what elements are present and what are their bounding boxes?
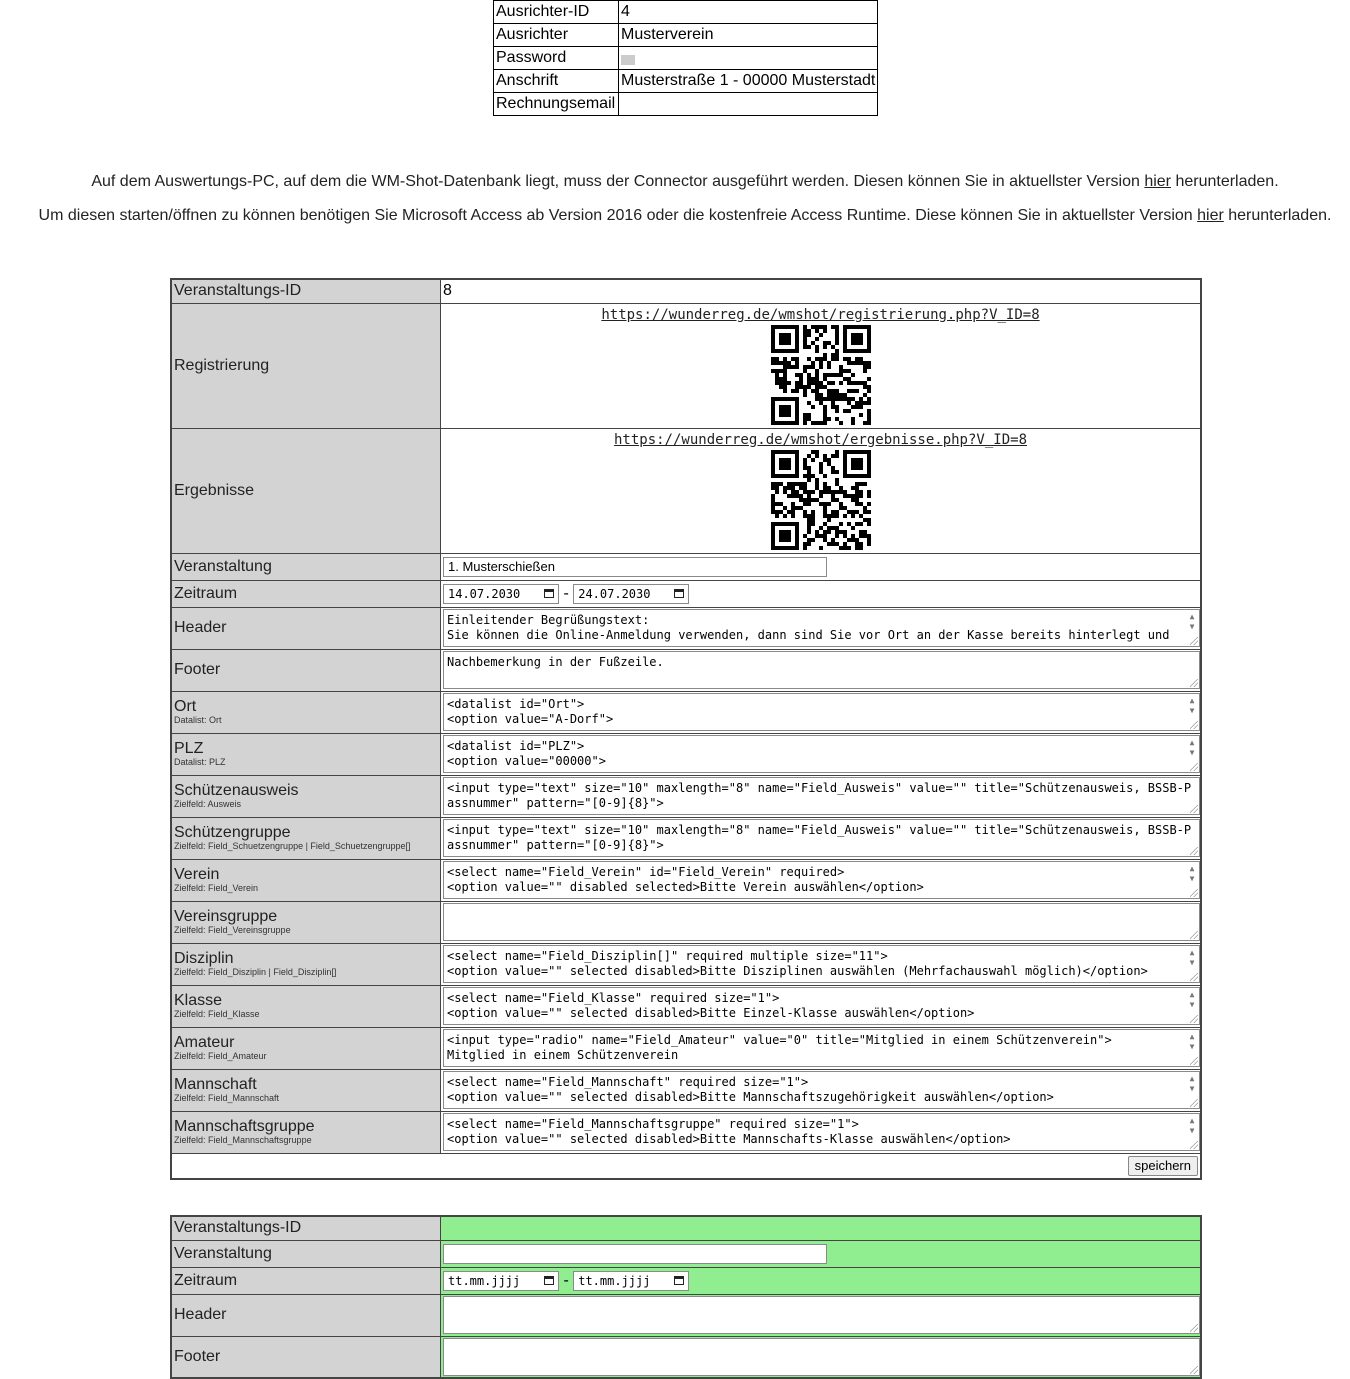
field-code-text: <select name="Field_Klasse" required size="1"> <option value="" selected disabled>Bitte Einzel-Klasse auswählen</option> bbox=[447, 991, 975, 1020]
resize-grip-icon[interactable] bbox=[1190, 889, 1198, 897]
new-row-event-id bbox=[171, 1216, 1201, 1240]
organizer-row bbox=[494, 93, 878, 116]
field-label-cell bbox=[171, 1069, 441, 1111]
scroll-arrows-icon[interactable]: ▲ ▼ bbox=[1189, 612, 1195, 631]
scroll-arrows-icon[interactable]: ▲ ▼ bbox=[1189, 1074, 1195, 1093]
calendar-icon[interactable] bbox=[674, 589, 684, 598]
event-id-value: 8 bbox=[441, 279, 1202, 303]
field-row bbox=[171, 775, 1201, 817]
field-row bbox=[171, 985, 1201, 1027]
scroll-arrows-icon[interactable]: ▲ ▼ bbox=[1189, 948, 1195, 967]
calendar-icon[interactable] bbox=[544, 1276, 554, 1285]
field-label: Disziplin bbox=[174, 950, 234, 967]
field-label: Schützengruppe bbox=[174, 824, 291, 841]
organizer-row-label: Anschrift bbox=[494, 70, 619, 93]
new-event-table bbox=[170, 1215, 1202, 1379]
password-masked bbox=[621, 55, 635, 65]
field-code-textarea[interactable] bbox=[443, 735, 1200, 773]
new-date-from-placeholder: tt.mm.jjjj bbox=[448, 1273, 521, 1288]
resize-grip-icon[interactable] bbox=[1190, 1057, 1198, 1065]
resize-grip-icon[interactable] bbox=[1190, 973, 1198, 981]
field-target-hint: Zielfeld: Field_Mannschaftsgruppe bbox=[174, 1135, 312, 1145]
field-row bbox=[171, 817, 1201, 859]
field-label-cell bbox=[171, 775, 441, 817]
new-footer-textarea[interactable] bbox=[443, 1338, 1200, 1376]
event-table bbox=[170, 278, 1202, 1180]
footer-label: Footer bbox=[171, 649, 441, 691]
field-label-cell bbox=[171, 1111, 441, 1153]
resize-grip-icon[interactable] bbox=[1190, 1099, 1198, 1107]
organizer-row bbox=[494, 47, 878, 70]
field-code-text: <select name="Field_Verein" id="Field_Verein" required> <option value="" disabled selected>Bitte Verein auswählen</option> bbox=[447, 865, 924, 894]
results-link[interactable]: https://wunderreg.de/wmshot/ergebnisse.php?V_ID=8 bbox=[613, 431, 1027, 448]
field-row bbox=[171, 1111, 1201, 1153]
connector-info-suffix: herunterladen. bbox=[1171, 173, 1279, 190]
resize-grip-icon[interactable] bbox=[1190, 1366, 1198, 1374]
field-label-cell bbox=[171, 691, 441, 733]
scroll-arrows-icon[interactable]: ▲ ▼ bbox=[1189, 738, 1195, 757]
date-to-input[interactable] bbox=[573, 584, 689, 604]
field-label-cell bbox=[171, 985, 441, 1027]
organizer-row-label: Rechnungsemail bbox=[494, 93, 619, 116]
field-label: Vereinsgruppe bbox=[174, 908, 278, 925]
resize-grip-icon[interactable] bbox=[1190, 805, 1198, 813]
date-separator: - bbox=[563, 584, 569, 602]
date-from-value: 14.07.2030 bbox=[448, 586, 521, 601]
event-name-label: Veranstaltung bbox=[171, 553, 441, 580]
event-id-label: Veranstaltungs-ID bbox=[171, 279, 441, 303]
scroll-arrows-icon[interactable]: ▲ ▼ bbox=[1189, 990, 1195, 1009]
row-event-id bbox=[171, 279, 1201, 303]
resize-grip-icon[interactable] bbox=[1190, 637, 1198, 645]
organizer-row-value bbox=[619, 47, 878, 70]
new-period-label: Zeitraum bbox=[171, 1267, 441, 1294]
field-label: Verein bbox=[174, 866, 220, 883]
field-target-hint: Datalist: PLZ bbox=[174, 757, 226, 767]
new-event-id-label: Veranstaltungs-ID bbox=[171, 1216, 441, 1240]
field-label: Ort bbox=[174, 698, 197, 715]
field-code-text: <input type="text" size="10" maxlength="8" name="Field_Ausweis" value="" title="Schützenausweis, BSSB-Passnummer" pattern="[0-9]{8}"> bbox=[447, 781, 1192, 810]
field-code-textarea[interactable] bbox=[443, 1029, 1200, 1067]
field-row bbox=[171, 943, 1201, 985]
scroll-arrows-icon[interactable]: ▲ ▼ bbox=[1189, 696, 1195, 715]
results-cell bbox=[441, 428, 1202, 553]
new-footer-label: Footer bbox=[171, 1336, 441, 1378]
field-code-text: <datalist id="PLZ"> <option value="00000"> bbox=[447, 739, 606, 768]
new-row-footer bbox=[171, 1336, 1201, 1378]
field-row bbox=[171, 1027, 1201, 1069]
organizer-row-label: Ausrichter-ID bbox=[494, 1, 619, 24]
resize-grip-icon[interactable] bbox=[1190, 763, 1198, 771]
field-label-cell bbox=[171, 943, 441, 985]
footer-textarea[interactable] bbox=[443, 651, 1200, 689]
event-name-input[interactable] bbox=[443, 557, 827, 577]
field-code-textarea[interactable] bbox=[443, 1071, 1200, 1109]
connector-download-link[interactable]: hier bbox=[1144, 173, 1172, 190]
resize-grip-icon[interactable] bbox=[1190, 721, 1198, 729]
field-target-hint: Zielfeld: Field_Schuetzengruppe | Field_Schuetzengruppe[] bbox=[174, 841, 411, 851]
scroll-arrows-icon[interactable]: ▲ ▼ bbox=[1189, 1116, 1195, 1135]
field-target-hint: Zielfeld: Field_Vereinsgruppe bbox=[174, 925, 291, 935]
row-results bbox=[171, 428, 1201, 553]
row-registration bbox=[171, 303, 1201, 428]
registration-qr-code bbox=[771, 325, 871, 425]
field-code-textarea[interactable] bbox=[443, 987, 1200, 1025]
organizer-row bbox=[494, 70, 878, 93]
registration-cell bbox=[441, 303, 1202, 428]
organizer-row-value: Musterstraße 1 - 00000 Musterstadt bbox=[619, 70, 878, 93]
field-label: Schützenausweis bbox=[174, 782, 299, 799]
connector-info bbox=[0, 173, 1350, 191]
access-info bbox=[0, 207, 1350, 225]
scroll-arrows-icon[interactable]: ▲ ▼ bbox=[1189, 864, 1195, 883]
field-target-hint: Zielfeld: Field_Klasse bbox=[174, 1009, 260, 1019]
field-row bbox=[171, 691, 1201, 733]
organizer-row-label: Ausrichter bbox=[494, 24, 619, 47]
footer-text: Nachbemerkung in der Fußzeile. bbox=[447, 655, 664, 669]
field-label: Mannschaft bbox=[174, 1076, 257, 1093]
resize-grip-icon[interactable] bbox=[1190, 931, 1198, 939]
save-row bbox=[171, 1153, 1201, 1179]
new-date-to-placeholder: tt.mm.jjjj bbox=[578, 1273, 651, 1288]
access-info-text: Um diesen starten/öffnen zu können benötigen Sie Microsoft Access ab Version 2016 oder die kostenfreie Access Runtime. Diese können Sie in aktuellster Version bbox=[38, 207, 1198, 224]
field-target-hint: Zielfeld: Field_Amateur bbox=[174, 1051, 267, 1061]
field-code-textarea[interactable] bbox=[443, 819, 1200, 857]
header-text: Einleitender Begrüßungstext: Sie können die Online-Anmeldung verwenden, dann sind Sie vor Ort an der Kasse bereits hinterlegt und bbox=[447, 613, 1170, 642]
field-label: Mannschaftsgruppe bbox=[174, 1118, 315, 1135]
field-code-text: <select name="Field_Mannschaftsgruppe" required size="1"> <option value="" selected disabled>Bitte Mannschafts-Klasse auswählen</option> bbox=[447, 1117, 1011, 1146]
header-textarea[interactable] bbox=[443, 609, 1200, 647]
field-target-hint: Zielfeld: Field_Mannschaft bbox=[174, 1093, 280, 1103]
field-label: PLZ bbox=[174, 740, 204, 757]
new-event-name-label: Veranstaltung bbox=[171, 1240, 441, 1267]
field-label-cell bbox=[171, 859, 441, 901]
row-period bbox=[171, 580, 1201, 607]
results-qr-code bbox=[771, 450, 871, 550]
field-target-hint: Datalist: Ort bbox=[174, 715, 222, 725]
new-header-label: Header bbox=[171, 1294, 441, 1336]
organizer-row-label: Password bbox=[494, 47, 619, 70]
resize-grip-icon[interactable] bbox=[1190, 1141, 1198, 1149]
field-label-cell bbox=[171, 733, 441, 775]
organizer-row bbox=[494, 24, 878, 47]
new-row-period bbox=[171, 1267, 1201, 1294]
field-code-textarea[interactable] bbox=[443, 693, 1200, 731]
organizer-row-value: 4 bbox=[619, 1, 878, 24]
field-code-textarea[interactable] bbox=[443, 861, 1200, 899]
organizer-row-value bbox=[619, 93, 878, 116]
resize-grip-icon[interactable] bbox=[1190, 1015, 1198, 1023]
organizer-table bbox=[493, 0, 878, 116]
field-row bbox=[171, 1069, 1201, 1111]
new-header-textarea[interactable] bbox=[443, 1296, 1200, 1334]
date-from-input[interactable] bbox=[443, 584, 559, 604]
connector-info-text: Auf dem Auswertungs-PC, auf dem die WM-Shot-Datenbank liegt, muss der Connector ausgeführt werden. Diesen können Sie in aktuellster Version bbox=[91, 173, 1145, 190]
field-target-hint: Zielfeld: Ausweis bbox=[174, 799, 242, 809]
field-label: Klasse bbox=[174, 992, 223, 1009]
field-target-hint: Zielfeld: Field_Disziplin | Field_Disziplin[] bbox=[174, 967, 337, 977]
access-info-suffix: herunterladen. bbox=[1223, 207, 1332, 224]
field-code-text: <select name="Field_Mannschaft" required size="1"> <option value="" selected disabled>Bitte Mannschaftszugehörigkeit auswählen</option> bbox=[447, 1075, 1054, 1104]
row-footer bbox=[171, 649, 1201, 691]
field-code-text: <input type="text" size="10" maxlength="8" name="Field_Ausweis" value="" title="Schützenausweis, BSSB-Passnummer" pattern="[0-9]{8}"> bbox=[447, 823, 1192, 852]
date-to-value: 24.07.2030 bbox=[578, 586, 651, 601]
new-date-from-input[interactable] bbox=[443, 1271, 559, 1291]
results-label: Ergebnisse bbox=[171, 428, 441, 553]
field-row bbox=[171, 901, 1201, 943]
field-code-textarea[interactable] bbox=[443, 777, 1200, 815]
field-code-text: <datalist id="Ort"> <option value="A-Dorf"> bbox=[447, 697, 614, 726]
resize-grip-icon[interactable] bbox=[1190, 847, 1198, 855]
resize-grip-icon[interactable] bbox=[1190, 679, 1198, 687]
field-row bbox=[171, 859, 1201, 901]
field-code-text: <select name="Field_Disziplin[]" required multiple size="11"> <option value="" selected disabled>Bitte Disziplinen auswählen (Mehrfachauswahl möglich)</option> bbox=[447, 949, 1148, 978]
resize-grip-icon[interactable] bbox=[1190, 1324, 1198, 1332]
row-header bbox=[171, 607, 1201, 649]
new-event-name-input[interactable] bbox=[443, 1244, 827, 1264]
new-date-separator: - bbox=[563, 1271, 569, 1289]
field-code-textarea[interactable] bbox=[443, 945, 1200, 983]
field-label-cell bbox=[171, 817, 441, 859]
field-code-textarea[interactable] bbox=[443, 1113, 1200, 1151]
calendar-icon[interactable] bbox=[544, 589, 554, 598]
period-label: Zeitraum bbox=[171, 580, 441, 607]
registration-label: Registrierung bbox=[171, 303, 441, 428]
field-label: Amateur bbox=[174, 1034, 235, 1051]
registration-link[interactable]: https://wunderreg.de/wmshot/registrierung.php?V_ID=8 bbox=[601, 306, 1040, 323]
new-row-event-name bbox=[171, 1240, 1201, 1267]
row-event-name bbox=[171, 553, 1201, 580]
new-row-header bbox=[171, 1294, 1201, 1336]
scroll-arrows-icon[interactable]: ▲ ▼ bbox=[1189, 1032, 1195, 1051]
save-button[interactable]: speichern bbox=[1128, 1156, 1198, 1176]
field-code-text: <input type="radio" name="Field_Amateur" value="0" title="Mitglied in einem Schützenverein"> Mitglied in einem Schützenverein bbox=[447, 1033, 1112, 1062]
header-label: Header bbox=[171, 607, 441, 649]
new-event-id-value bbox=[441, 1216, 1202, 1240]
organizer-row-value: Musterverein bbox=[619, 24, 878, 47]
field-label-cell bbox=[171, 1027, 441, 1069]
organizer-row bbox=[494, 1, 878, 24]
field-target-hint: Zielfeld: Field_Verein bbox=[174, 883, 259, 893]
new-date-to-input[interactable] bbox=[573, 1271, 689, 1291]
field-row bbox=[171, 733, 1201, 775]
calendar-icon[interactable] bbox=[674, 1276, 684, 1285]
field-code-textarea[interactable] bbox=[443, 903, 1200, 941]
access-runtime-download-link[interactable]: hier bbox=[1197, 207, 1224, 224]
field-label-cell bbox=[171, 901, 441, 943]
